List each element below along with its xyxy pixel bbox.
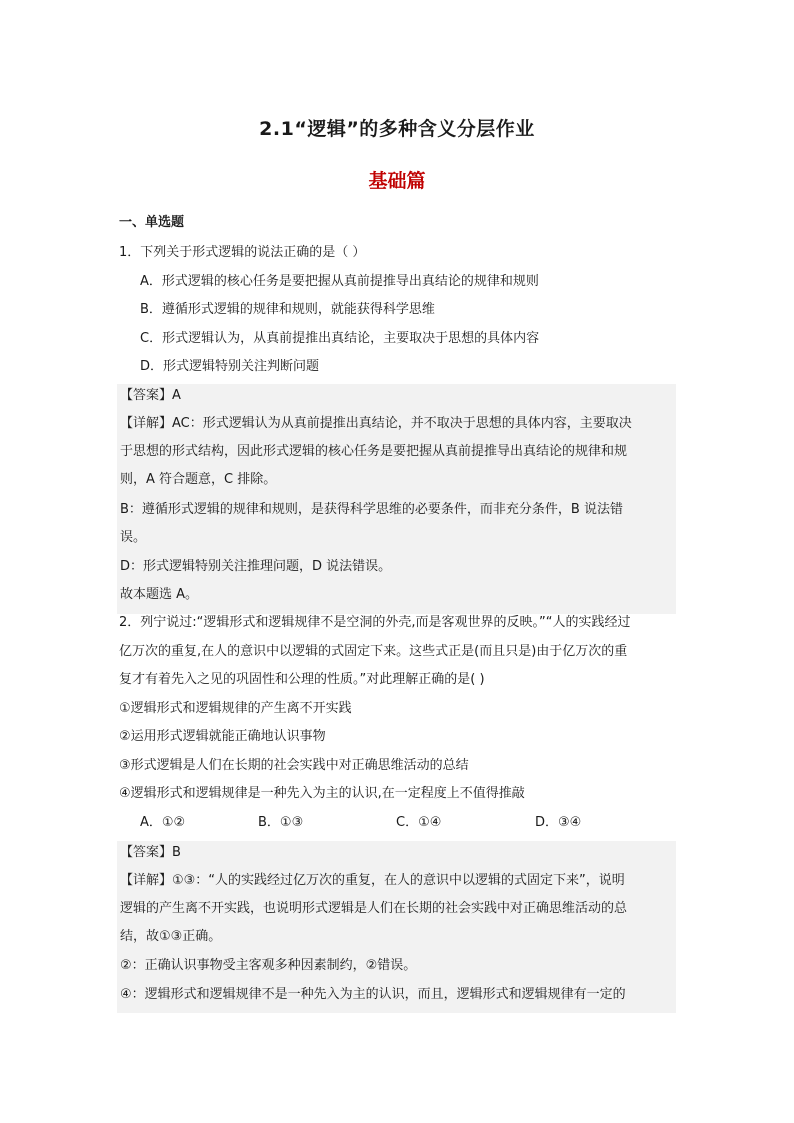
question-2-answer: 【答案】B [120, 845, 181, 860]
question-1-answer: 【答案】A [120, 388, 181, 403]
question-2-option-c: C．①④ [396, 815, 442, 830]
question-1-analysis-line: 故本题选 A。 [120, 587, 199, 602]
question-1-analysis-line: 于思想的形式结构，因此形式逻辑的核心任务是要把握从真前提推导出真结论的规律和规 [120, 444, 628, 459]
question-1-option-a: A．形式逻辑的核心任务是要把握从真前提推导出真结论的规律和规则 [140, 274, 539, 289]
question-1-analysis-line: B：遵循形式逻辑的规律和规则，是获得科学思维的必要条件，而非充分条件，B 说法错 [120, 502, 623, 517]
question-2-item: ③形式逻辑是人们在长期的社会实践中对正确思维活动的总结 [119, 758, 469, 773]
question-2-analysis-line: 【详解】①③：“人的实践经过亿万次的重复，在人的意识中以逻辑的式固定下来”，说明 [120, 873, 625, 888]
question-2-item: ④逻辑形式和逻辑规律是一种先入为主的认识,在一定程度上不值得推敲 [119, 786, 525, 801]
section-heading: 一、单选题 [119, 215, 185, 230]
question-2-analysis-line: 结，故①③正确。 [120, 929, 222, 944]
question-2-item: ①逻辑形式和逻辑规律的产生离不开实践 [119, 701, 352, 716]
question-1-analysis-line: 误。 [120, 530, 147, 545]
question-2-analysis-line: 逻辑的产生离不开实践，也说明形式逻辑是人们在长期的社会实践中对正确思维活动的总 [120, 901, 628, 916]
question-2-option-d: D．③④ [535, 815, 582, 830]
question-2-stem-line: 亿万次的重复,在人的意识中以逻辑的式固定下来。这些式正是(而且只是)由于亿万次的重 [119, 644, 628, 659]
question-2-option-b: B．①③ [258, 815, 304, 830]
question-1-option-c: C．形式逻辑认为，从真前提推出真结论，主要取决于思想的具体内容 [140, 331, 540, 346]
page-subtitle: 基础篇 [368, 170, 426, 192]
question-1-analysis-line: 【详解】AC：形式逻辑认为从真前提推出真结论，并不取决于思想的具体内容，主要取决 [120, 416, 632, 431]
question-2-analysis-line: ②：正确认识事物受主客观多种因素制约，②错误。 [120, 958, 417, 973]
question-1-analysis-line: 则，A 符合题意，C 排除。 [120, 472, 277, 487]
question-1-stem: 1．下列关于形式逻辑的说法正确的是（ ） [119, 245, 366, 260]
question-2-stem-line: 复才有着先入之见的巩固性和公理的性质。”对此理解正确的是( ) [119, 672, 485, 687]
question-2-option-a: A．①② [140, 815, 186, 830]
question-1-analysis-line: D：形式逻辑特别关注推理问题，D 说法错误。 [120, 559, 392, 574]
question-2-item: ②运用形式逻辑就能正确地认识事物 [119, 729, 326, 744]
page-title: 2.1“逻辑”的多种含义分层作业 [259, 118, 535, 140]
question-2-analysis-line: ④：逻辑形式和逻辑规律不是一种先入为主的认识，而且，逻辑形式和逻辑规律有一定的 [120, 987, 626, 1002]
question-1-option-d: D．形式逻辑特别关注判断问题 [140, 359, 320, 374]
question-1-option-b: B．遵循形式逻辑的规律和规则，就能获得科学思维 [140, 302, 435, 317]
question-2-stem-line: 2．列宁说过:“逻辑形式和逻辑规律不是空洞的外壳,而是客观世界的反映。”“人的实践经过 [119, 615, 631, 630]
